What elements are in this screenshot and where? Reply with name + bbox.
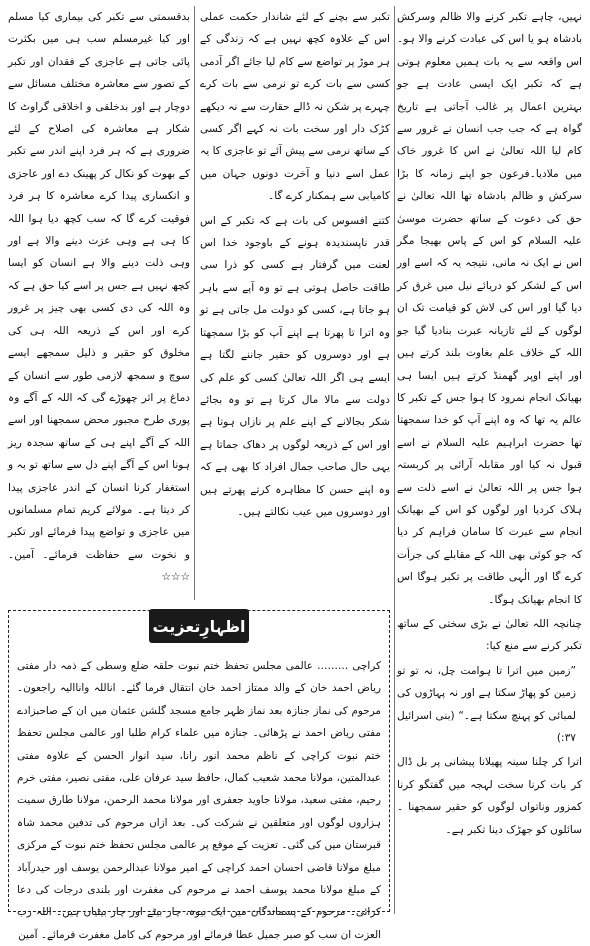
article-paragraph: نہیں، چاہے تکبر کرنے والا ظالم وسرکش بادشاہ ہو یا اس کی عبادت کرنے والا ہو۔اس واقعہ سے یہ بات ہمیں معلوم ہوتی ہے کہ تکبر ایک ایسی عادت ہے جو بہترین اعمال پر غالب آجاتی ہے تاریخ گواہ ہے کہ جب جب انسان نے غرور سے کام لیا اللہ تعالیٰ نے اس کا غرور خاک میں ملادیا۔فرعون جو اپنے زمانہ کا بڑا سرکش و ظالم بادشاہ تھا اللہ تعالیٰ نے حق کی دعوت کے ساتھ حضرت موسیٰ علیہ السلام کو اس کے پاس بھیجا مگر اس نے ایک نہ مانی، نتیجہ یہ کہ اسے اور اس کے لشکر کو دریائے نیل میں غرق کر دیا گیا اور اس کی لاش کو قیامت تک ان لوگوں کے لئے تازیانہ عبرت بنادیا گیا جو اللہ کے خلاف علم بغاوت بلند کرتے ہیں اور اپنے اوپر گھمنڈ کرتے ہیں ایسا ہی بھیانک انجام نمرود کا ہوا جس کے تکبر کا عالم یہ تھا کہ وہ اپنے آپ کو خدا سمجھتا تھا حضرت ابراہیم علیہ السلام نے اسے قبول نہ کیا اور مقابلہ آرائی پر کربستہ ہوا جس پر اللہ تعالیٰ نے اسے ذلت سے ہلاک کردیا اور لوگوں کو اس کے بھیانک انجام سے عبرت کا سامان فراہم کر دیا کہ جو کوئی بھی اللہ کے مقابلے کی جرأت کرے گا اور الٰہی طاقت پر تکبر ہوگا اس کا انجام بھیانک ہوگا۔	[397, 11, 582, 606]
article-paragraph: چنانچہ اللہ تعالیٰ نے بڑی سختی کے ساتھ تکبر کرنے سے منع کیا:	[397, 617, 582, 653]
article-paragraph: تکبر سے بچنے کے لئے شاندار حکمت عملی اس کے علاوہ کچھ نہیں ہے کہ زندگی کے ہر موڑ پر تواضع سے کام لیا جائے اگر آدمی کسی سے بات کرے تو نرمی سے بات کرے چہرے پر شکن نہ ڈالے حقارت سے نہ دیکھے کڑک دار اور سخت بات نہ کہے اگر کسی کے ساتھ نرمی سے پیش آئے تو عاجزی کا یہ عمل اسے دنیا و آخرت دونوں جہان میں کامیابی سے ہمکنار کرے گا۔	[200, 11, 390, 203]
article-column-left	[8, 6, 190, 600]
article-column-right	[397, 6, 582, 914]
condolence-body: کراچی ……… عالمی مجلس تحفظ ختم نبوت حلقہ ضلع وسطی کے ذمہ دار مفتی ریاض احمد خان کے والد ممتاز احمد خان انتقال فرما گئے۔ اناللہ واناالیہ راجعون۔ مرحوم کی نماز جنازہ بعد نماز ظہر جامع مسجد گلشن عثمان میں ان کے صاحبزادے مفتی ریاض احمد نے پڑھائی۔ جنازہ میں علماء کرام طلبا اور عالمی مجلس تحفظ ختم نبوت کراچی کے ناظم محمد انور رانا، سید انوار الحسن کے علاوہ مفتی عبدالمتین، مولانا محمد شعیب کمال، حافظ سید عرفان علی، مفتی نصیر، مفتی خرم رحیم، مفتی سعید، مولانا جاوید جعفری اور مولانا محمد الرحمن، مولانا طارق سمیت ہزاروں لوگوں اور متعلقین نے شرکت کی۔ بعد ازاں مرحوم کی تدفین محمد شاہ قبرستان میں کی گئی۔ تعزیت کے موقع پر عالمی مجلس تحفظ ختم نبوت کے مرکزی مبلغ مولانا قاضی احسان احمد کراچی کے امیر مولانا عبدالرحمن یوسف اور حیدرآباد کے مبلغ مولانا محمد یوسف احمد نے مرحوم کی مغفرت اور بلندی درجات کی دعا کرائی۔ مرحوم کے پسماندگان میں ایک بیوہ، چار بیٹے اور چار بیٹیاں ہیں۔ اللہ رب العزت ان سب کو صبر جمیل عطا فرمائے اور مرحوم کی کامل مغفرت فرمائے۔ آمین	[17, 660, 381, 941]
article-paragraph: کتنے افسوس کی بات ہے کہ تکبر کے اس قدر ناپسندیدہ ہونے کے باوجود خدا اس لعنت میں گرفتار ہے کسی کو ذرا سی طاقت حاصل ہوتی ہے تو وہ آپے سے باہر ہو جاتا ہے، کسی کو دولت مل جاتی ہے تو وہ اترا تا پھرتا ہے اپنے آپ کو بڑا سمجھتا ہے اور دوسروں کو حقیر جاننے لگتا ہے ایسے ہی اگر اللہ تعالیٰ کسی کو علم کی دولت سے مالا مال کرتا ہے تو وہ بجائے شکر بجالانے کے اپنے علم پر نازاں ہوتا ہے اور اس کے ذریعہ لوگوں پر دھاک جماتا ہے یہی حال صاحب جمال افراد کا بھی ہے کہ وہ اپنے حسن کا مظاہرہ کرتے پھرتے ہیں اور دوسروں میں عیب نکالتے ہیں۔	[200, 214, 390, 518]
column-divider	[194, 6, 195, 600]
quran-quote: ”زمین میں اترا تا ہوامت چل، نہ تو تو زمین کو پھاڑ سکتا ہے اور نہ پہاڑوں کی لمبائی کو پہنچ سکتا ہے۔“ (بنی اسرائیل ۳۷:)	[397, 664, 576, 744]
condolence-heading: اظہارِتعزیت	[149, 609, 249, 643]
column-divider	[394, 6, 395, 914]
article-column-middle	[200, 6, 390, 600]
article-paragraph: بدقسمتی سے تکبر کی بیماری کیا مسلم اور کیا غیرمسلم سب ہی میں بکثرت پائی جاتی ہے عاجزی کے فقدان اور تکبر کے تصور سے معاشرہ مختلف مسائل سے دوچار ہے اور بدخلقی و اخلاقی گراوٹ کا شکار ہے معاشرہ کی اصلاح کے لئے ضروری ہے کہ ہر فرد اپنے اندر سے تکبر کے بھوت کو نکال کر پھینک دے اور عاجزی و انکساری پیدا کرے معاشرہ کا ہر فرد فوقیت کرے گا کہ سب کچھ دیا ہوا اللہ کا ہی ہے وہی عزت دینے والا ہے اور وہی ذلت دینے والا ہے انسان کو ایسا کچھ نہیں ہے جس پر اسے کیا حق ہے کہ وہ اللہ کی دی کسی بھی چیز پر غرور کرے اور اس کے ذریعہ اللہ ہی کی مخلوق کو حقیر و ذلیل سمجھے ایسے سوچ و سمجھ لازمی طور سے انسان کے دماغ پر اثر چھوڑے گی کہ اللہ کے آگے وہ پوری طرح مجبور محض سمجھنا اور اسے اللہ کے آگے اپنے ہی کے ساتھ سجدہ ریز ہونا اس کے آگے اپنے دل سے ساتھ تو بہ و استغفار کرنا انسان کے اندر عاجزی پیدا کر دیتا ہے۔ مولائے کریم تمام مسلمانوں میں عاجزی و تواضع پیدا فرمائے اور تکبر و نخوت سے حفاظت فرمائے۔ آمین۔ ☆☆☆	[8, 11, 190, 584]
condolence-box	[8, 610, 390, 941]
article-paragraph: اترا کر چلنا سینہ پھیلانا پیشانی پر بل ڈال کر بات کرنا سخت لہجہ میں گفتگو کرنا کمزور وناتواں لوگوں کو حقیر سمجھنا ۔ سائلوں کو جھڑک دینا تکبر ہے۔	[397, 756, 582, 836]
